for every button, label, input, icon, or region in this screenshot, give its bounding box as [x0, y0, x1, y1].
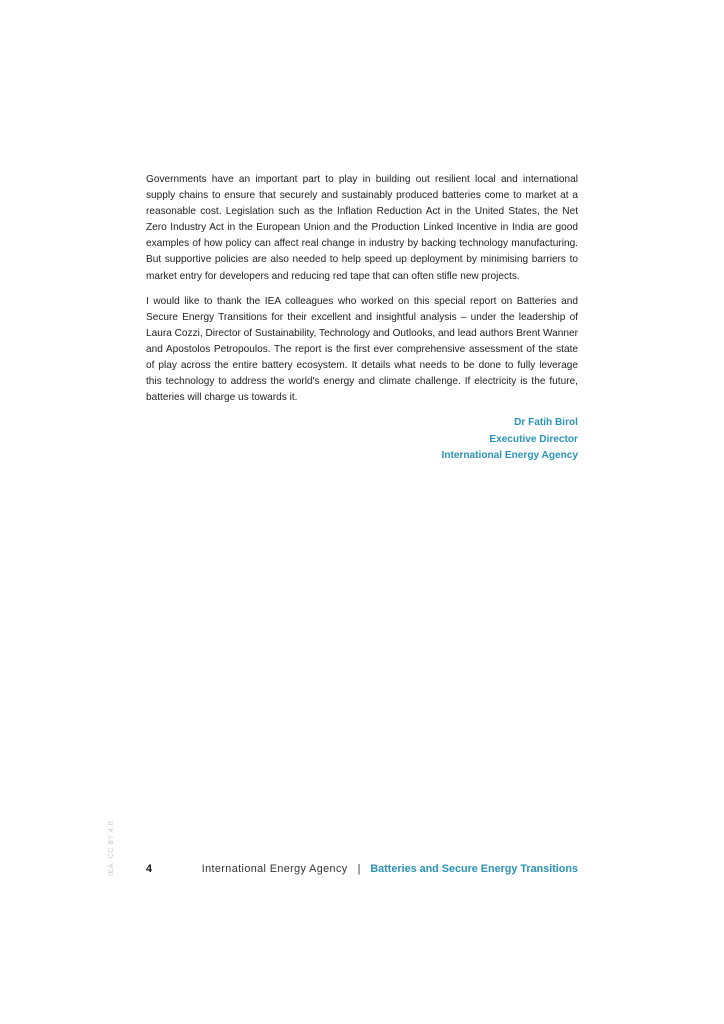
- signature-title: Executive Director: [489, 433, 578, 445]
- paragraph-acknowledgements: I would like to thank the IEA colleagues who worked on this special report on Batteries and Secure Energy Transitions for their excellent and insightful analysis – under the leadership of Laura Cozzi, Director of Sustainability, Technology and Outlooks, and lead authors Brent Wanner and Apostolos Petropoulos. The report is the first ever comprehensive assessment of the state of play across the entire battery ecosystem. It details what needs to be done to fully leverage this technology to address the world's energy and climate challenge. If electricity is the future, batteries will charge us towards it.: [146, 295, 578, 404]
- paragraph-policy: Governments have an important part to play in building out resilient local and international supply chains to ensure that securely and sustainably produced batteries come to market at a reasonable cost. Legislation such as the Inflation Reduction Act in the United States, the Net Zero Industry Act in the European Union and the Production Linked Incentive in India are good examples of how policy can affect real change in industry by backing technology manufacturing. But supportive policies are also needed to help speed up deployment by minimising barriers to market entry for developers and reducing red tape that can often stifle new projects.: [146, 174, 578, 282]
- signature-block: [146, 415, 578, 465]
- footer-report-title: Batteries and Secure Energy Transitions: [370, 863, 578, 875]
- page-footer: [146, 861, 578, 877]
- footer-organization: International Energy Agency: [201, 863, 348, 875]
- signature-organization: International Energy Agency: [441, 450, 578, 462]
- footer-separator: |: [357, 863, 361, 875]
- signature-name: Dr Fatih Birol: [514, 417, 578, 429]
- document-body: [146, 172, 578, 465]
- footer-text: [202, 861, 578, 877]
- page-number: 4: [146, 863, 153, 875]
- license-mark: IEA. CC BY 4.0.: [108, 818, 115, 876]
